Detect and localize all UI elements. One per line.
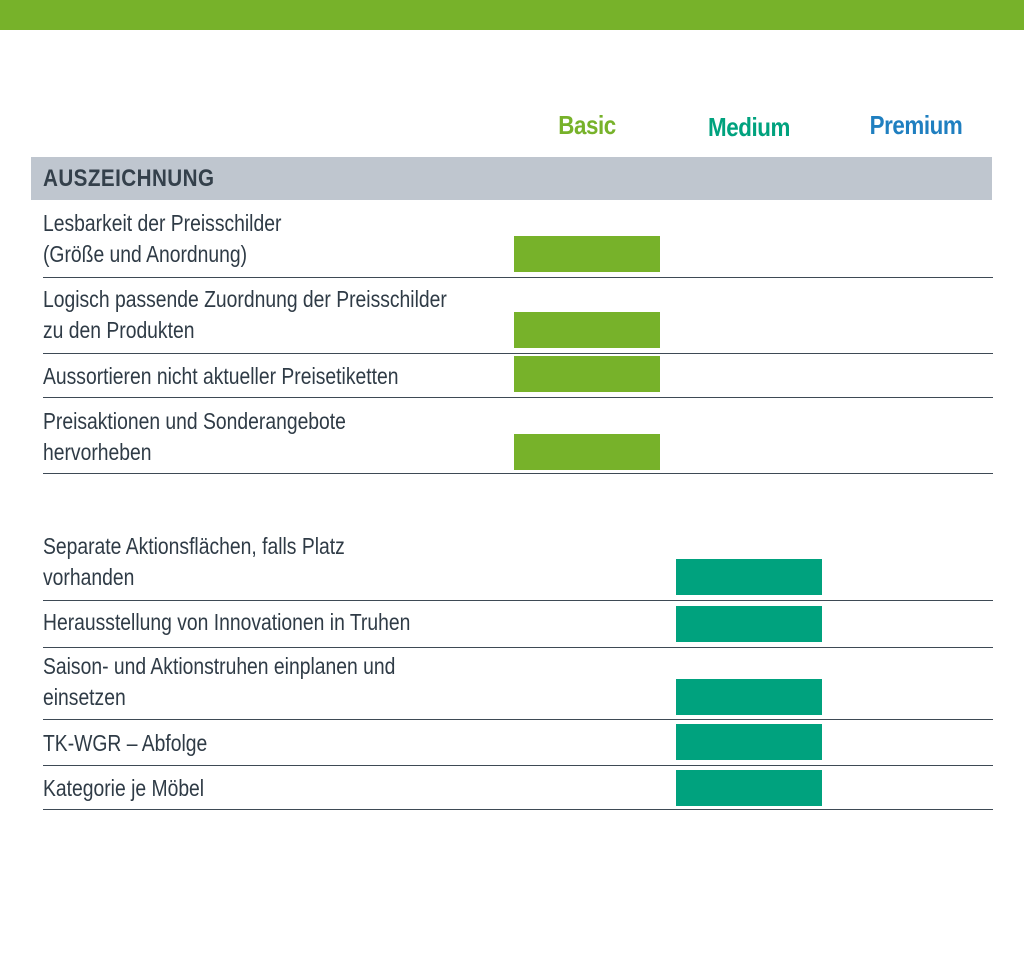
column-header-medium: Medium <box>708 112 790 142</box>
column-header-basic: Basic <box>558 110 616 140</box>
level-bar <box>514 236 660 272</box>
row-label-line2: hervorheben <box>43 439 152 465</box>
table-row <box>43 648 993 720</box>
table-row <box>43 720 993 766</box>
row-label-line1: Lesbarkeit der Preisschilder <box>43 210 282 236</box>
level-bar <box>676 724 822 760</box>
row-label-line2: (Größe und Anordnung) <box>43 241 248 267</box>
table-row <box>43 530 993 601</box>
row-label <box>43 651 395 713</box>
row-label-line1: Aussortieren nicht aktueller Preisetiketten <box>43 363 399 389</box>
row-label <box>43 406 346 468</box>
row-label <box>43 607 410 638</box>
row-label-line1: Kategorie je Möbel <box>43 775 205 801</box>
row-label-line2: zu den Produkten <box>43 317 195 343</box>
row-label-line1: TK-WGR – Abfolge <box>43 730 208 756</box>
level-bar <box>676 770 822 806</box>
row-label-line2: vorhanden <box>43 564 135 590</box>
row-label <box>43 208 281 270</box>
row-label-line1: Preisaktionen und Sonderangebote <box>43 408 346 434</box>
section-header <box>31 157 992 200</box>
level-bar <box>514 356 660 392</box>
row-label-line1: Logisch passende Zuordnung der Preisschilder <box>43 286 447 312</box>
level-bar <box>514 434 660 470</box>
row-label <box>43 728 207 759</box>
table-row <box>43 766 993 810</box>
row-label-line1: Separate Aktionsflächen, falls Platz <box>43 533 345 559</box>
table-row <box>43 601 993 648</box>
row-label <box>43 773 204 804</box>
row-label <box>43 361 398 392</box>
column-header-premium: Premium <box>869 110 963 140</box>
level-bar <box>676 679 822 715</box>
row-label <box>43 284 447 346</box>
row-label-line1: Saison- und Aktionstruhen einplanen und <box>43 653 396 679</box>
row-label-line2: einsetzen <box>43 684 126 710</box>
level-bar <box>676 606 822 642</box>
section-title: AUSZEICHNUNG <box>43 165 215 192</box>
level-bar <box>514 312 660 348</box>
row-label-line1: Herausstellung von Innovationen in Truhen <box>43 609 411 635</box>
top-accent-bar <box>0 0 1024 30</box>
row-label <box>43 531 345 593</box>
level-bar <box>676 559 822 595</box>
